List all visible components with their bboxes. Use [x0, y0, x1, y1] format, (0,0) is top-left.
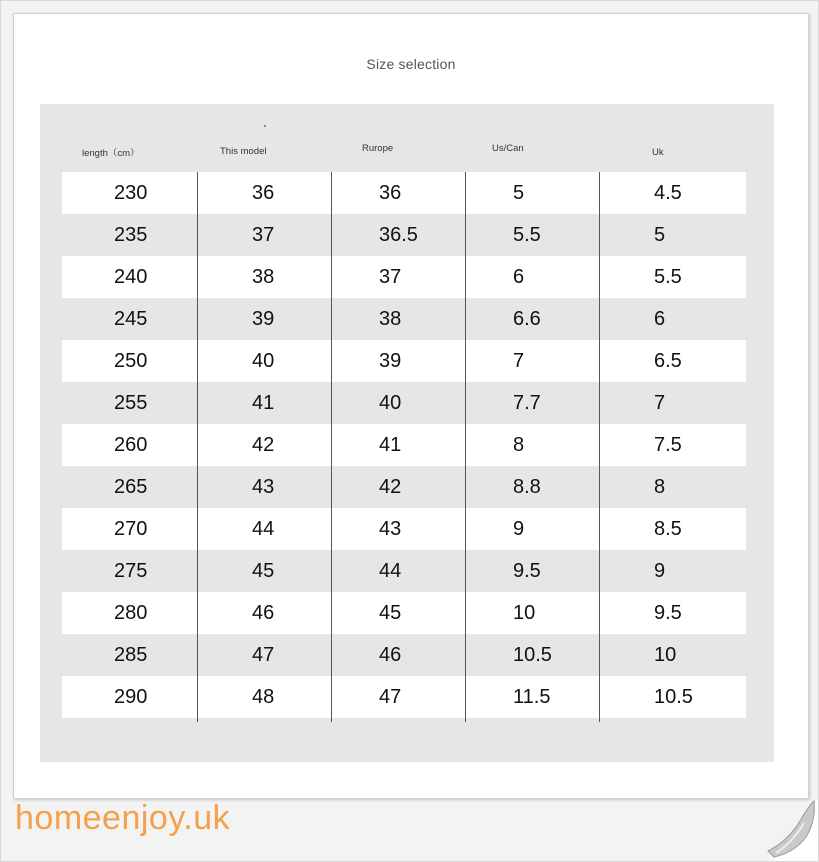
cell-europe: 39 — [379, 350, 402, 372]
cell-this-model: 38 — [252, 266, 275, 288]
cell-uk: 6 — [654, 308, 666, 330]
cell-uk: 4.5 — [654, 182, 682, 204]
column-divider — [465, 172, 466, 722]
cell-europe: 43 — [379, 518, 402, 540]
cell-this-model: 47 — [252, 644, 275, 666]
cell-length: 285 — [114, 644, 148, 666]
watermark-text: homeenjoy.uk — [15, 799, 231, 837]
cell-us-can: 6.6 — [513, 308, 541, 330]
cell-us-can: 6 — [513, 266, 525, 288]
header-this-model: This model — [220, 146, 267, 157]
cell-europe: 38 — [379, 308, 402, 330]
cell-uk: 5.5 — [654, 266, 682, 288]
cell-length: 235 — [114, 224, 148, 246]
cell-uk: 7 — [654, 392, 666, 414]
cell-europe: 36.5 — [379, 224, 418, 246]
cell-this-model: 39 — [252, 308, 275, 330]
cell-us-can: 8 — [513, 434, 525, 456]
table-header — [62, 144, 746, 164]
cell-this-model: 40 — [252, 350, 275, 372]
cell-this-model: 44 — [252, 518, 275, 540]
cell-europe: 46 — [379, 644, 402, 666]
cell-europe: 36 — [379, 182, 402, 204]
cell-length: 290 — [114, 686, 148, 708]
cell-us-can: 8.8 — [513, 476, 541, 498]
table-row — [62, 424, 746, 466]
cell-us-can: 5 — [513, 182, 525, 204]
cell-europe: 45 — [379, 602, 402, 624]
header-length: length（cm） — [82, 148, 140, 159]
cell-uk: 9 — [654, 560, 666, 582]
cell-uk: 6.5 — [654, 350, 682, 372]
cell-length: 230 — [114, 182, 148, 204]
table-row — [62, 382, 746, 424]
decorative-dot — [264, 125, 266, 127]
cell-length: 260 — [114, 434, 148, 456]
cell-europe: 37 — [379, 266, 402, 288]
cell-europe: 47 — [379, 686, 402, 708]
column-divider — [599, 172, 600, 722]
table-row — [62, 466, 746, 508]
cell-length: 245 — [114, 308, 148, 330]
cell-this-model: 46 — [252, 602, 275, 624]
table-row — [62, 172, 746, 214]
cell-europe: 41 — [379, 434, 402, 456]
cell-this-model: 41 — [252, 392, 275, 414]
table-row — [62, 256, 746, 298]
cell-length: 240 — [114, 266, 148, 288]
column-divider — [197, 172, 198, 722]
cell-europe: 44 — [379, 560, 402, 582]
table-row — [62, 298, 746, 340]
column-divider — [331, 172, 332, 722]
cell-us-can: 5.5 — [513, 224, 541, 246]
size-table — [40, 104, 774, 762]
cell-europe: 40 — [379, 392, 402, 414]
cell-this-model: 45 — [252, 560, 275, 582]
cell-uk: 9.5 — [654, 602, 682, 624]
table-row — [62, 550, 746, 592]
cell-us-can: 9 — [513, 518, 525, 540]
cell-us-can: 9.5 — [513, 560, 541, 582]
size-chart-card — [13, 13, 809, 799]
cell-uk: 5 — [654, 224, 666, 246]
header-uk: Uk — [652, 147, 664, 158]
table-row — [62, 676, 746, 718]
cell-this-model: 43 — [252, 476, 275, 498]
cell-uk: 8.5 — [654, 518, 682, 540]
cell-europe: 42 — [379, 476, 402, 498]
cell-uk: 10.5 — [654, 686, 693, 708]
cell-us-can: 11.5 — [513, 686, 551, 708]
cell-us-can: 7.7 — [513, 392, 541, 414]
cell-this-model: 48 — [252, 686, 275, 708]
header-us-can: Us/Can — [492, 143, 524, 154]
cell-this-model: 37 — [252, 224, 275, 246]
cell-length: 275 — [114, 560, 148, 582]
table-row — [62, 214, 746, 256]
cell-us-can: 7 — [513, 350, 525, 372]
table-body — [62, 172, 746, 718]
cell-uk: 7.5 — [654, 434, 682, 456]
table-row — [62, 340, 746, 382]
cell-this-model: 36 — [252, 182, 275, 204]
cell-uk: 10 — [654, 644, 677, 666]
cell-uk: 8 — [654, 476, 666, 498]
chart-title: Size selection — [366, 56, 456, 72]
cell-length: 250 — [114, 350, 148, 372]
header-europe: Rurope — [362, 143, 394, 154]
cell-length: 280 — [114, 602, 148, 624]
cell-this-model: 42 — [252, 434, 275, 456]
page-curl-icon — [758, 791, 818, 861]
table-row — [62, 592, 746, 634]
cell-us-can: 10.5 — [513, 644, 552, 666]
cell-us-can: 10 — [513, 602, 536, 624]
table-row — [62, 508, 746, 550]
cell-length: 270 — [114, 518, 148, 540]
cell-length: 265 — [114, 476, 148, 498]
cell-length: 255 — [114, 392, 148, 414]
table-row — [62, 634, 746, 676]
